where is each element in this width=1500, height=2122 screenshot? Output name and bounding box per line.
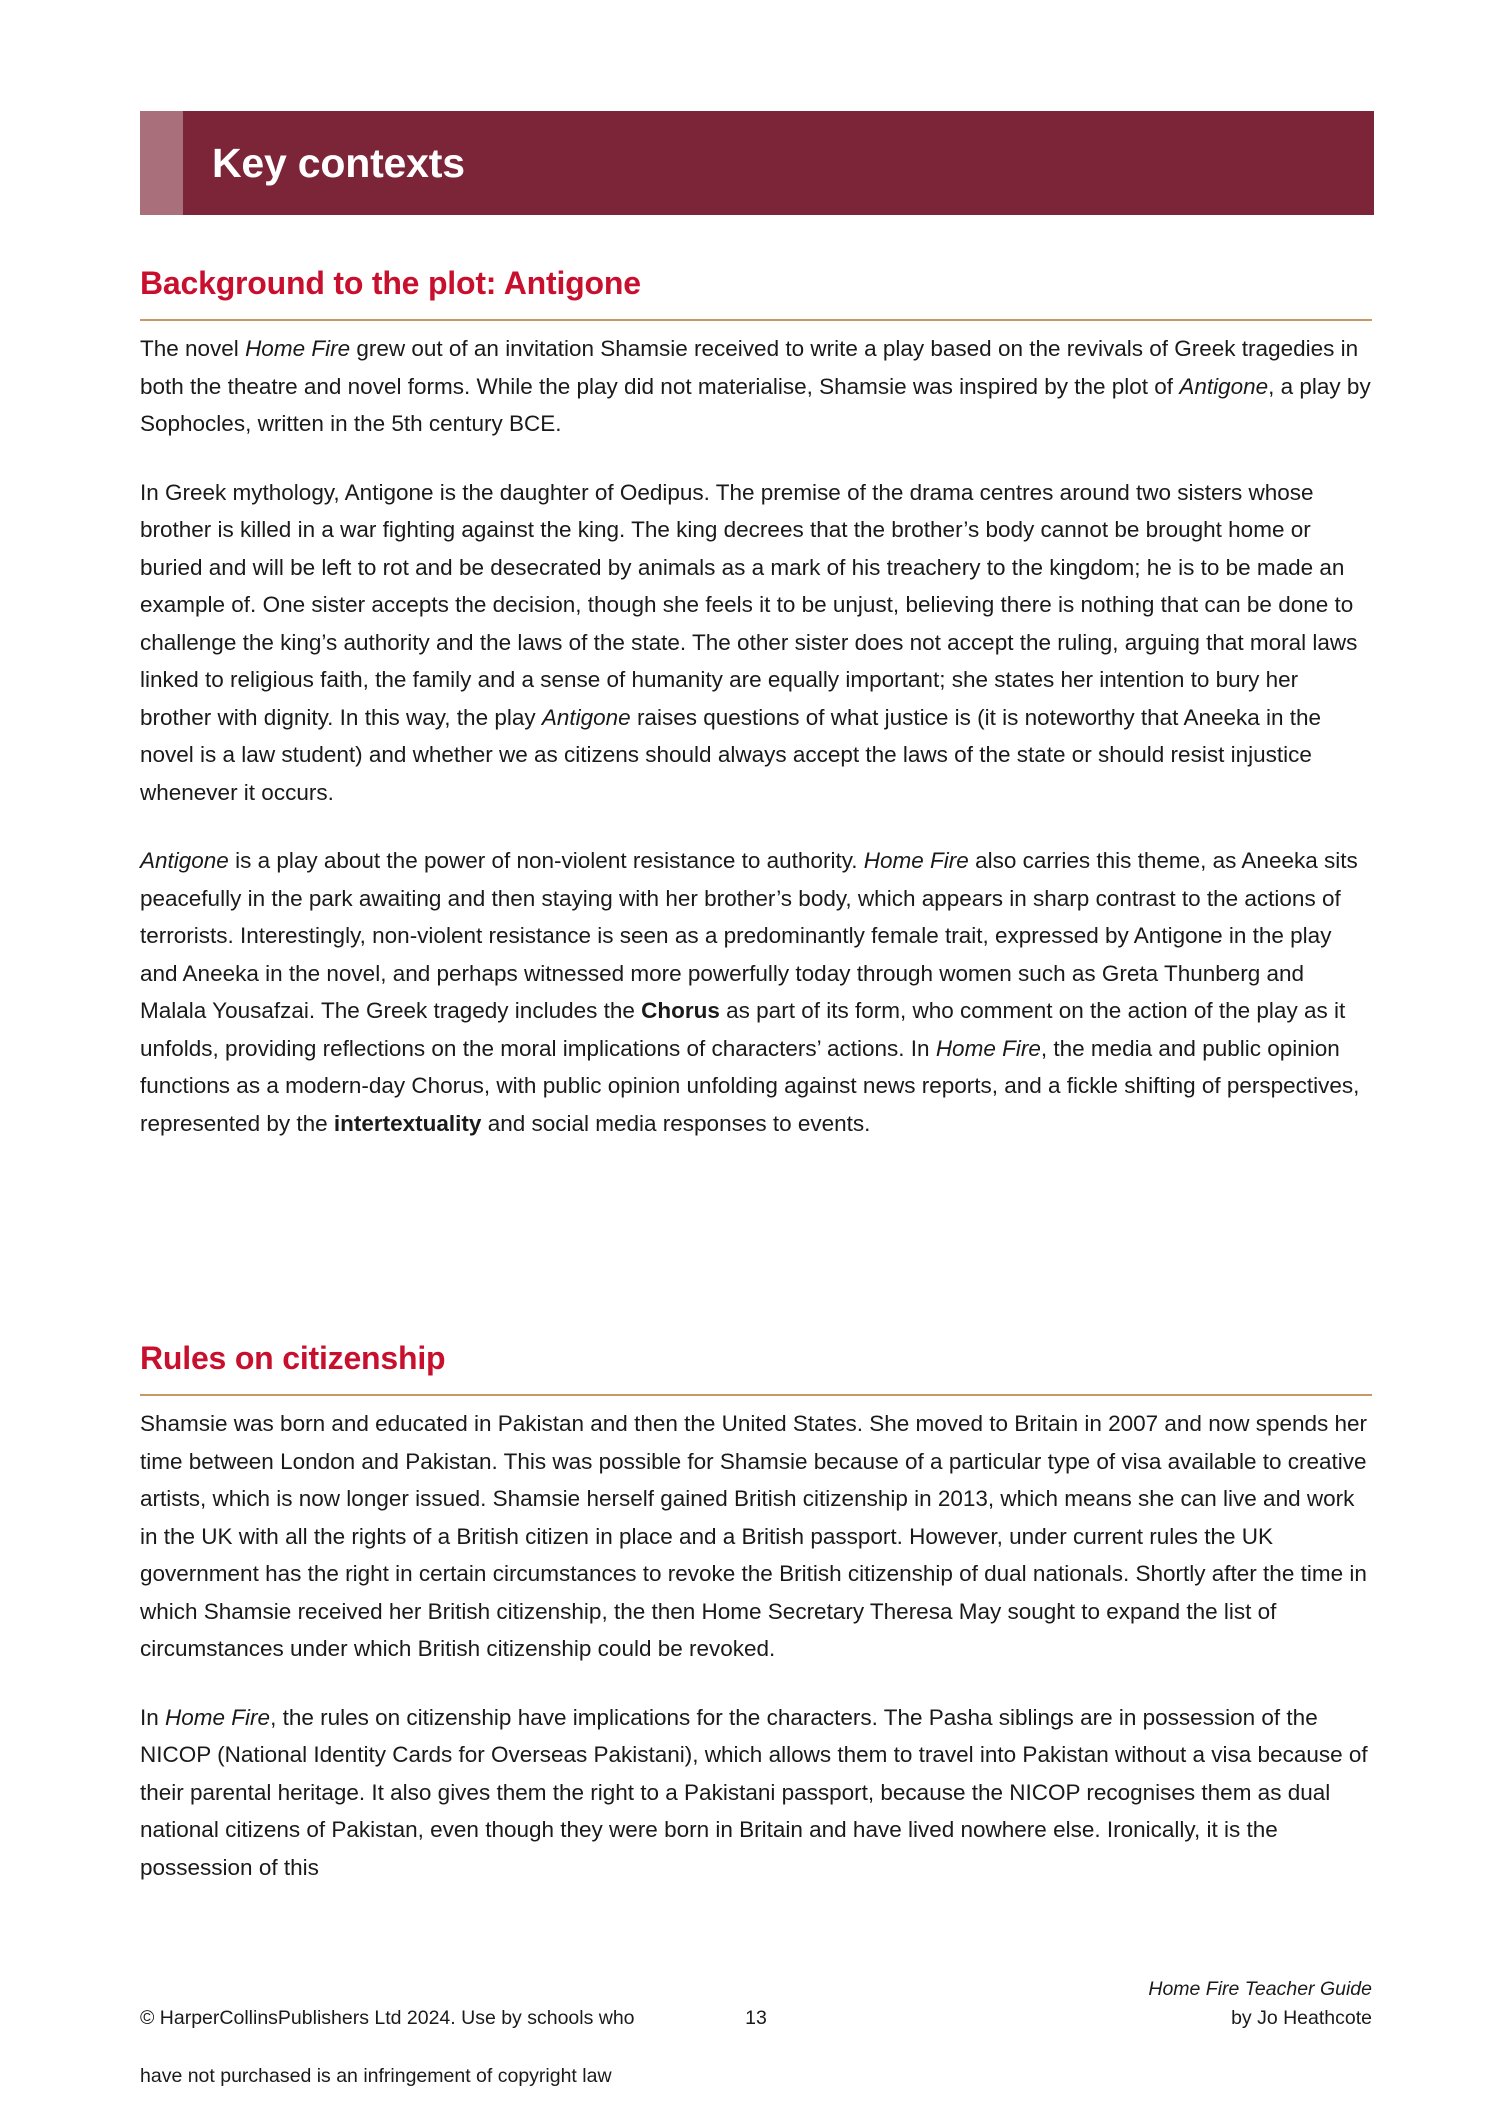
section-heading: Background to the plot: Antigone (140, 265, 641, 301)
title-home-fire: Home Fire (863, 848, 969, 873)
section-rules-on-citizenship (140, 1340, 1372, 1396)
section-2-body (140, 1405, 1372, 1886)
banner-body (183, 111, 1374, 215)
section-1-body (140, 330, 1372, 1142)
footer-copyright (140, 1975, 635, 2120)
paragraph: In Home Fire, the rules on citizenship have implications for the characters. The Pasha siblings are in possession of the NICOP (National Identity Cards for Overseas Pakistani), which allows them to travel into Pakistan without a visa because of their parental heritage. It also gives them the right to a Pakistani passport, because the NICOP recognises them as dual national citizens of Pakistan, even though they were born in Britain and have lived nowhere else. Ironically, it is the possession of this (140, 1704, 1368, 1880)
title-antigone: Antigone (1179, 373, 1269, 399)
title-antigone: Antigone (541, 704, 631, 730)
section-heading: Rules on citizenship (140, 1340, 446, 1376)
footer-copyright-line-2: have not purchased is an infringement of copyright law (140, 2065, 612, 2087)
title-home-fire: Home Fire (165, 1704, 271, 1730)
footer-copyright-line-1: © HarperCollinsPublishers Ltd 2024. Use by schools who (140, 2007, 635, 2029)
banner-accent-strip (140, 111, 183, 215)
title-home-fire: Home Fire (245, 336, 351, 361)
footer-guide-title: Home Fire Teacher Guide (1148, 1978, 1372, 2000)
section-background-to-the-plot (140, 265, 1372, 321)
title-antigone: Antigone (140, 848, 229, 873)
term-intertextuality: intertextuality (333, 1110, 482, 1136)
heading-rule (140, 319, 1372, 321)
paragraph: In Greek mythology, Antigone is the daughter of Oedipus. The premise of the drama centres around two sisters whose brother is killed in a war fighting against the king. The king decrees that the brother’s body cannot be brought home or buried and will be left to rot and be desecrated by animals as a mark of his treachery to the kingdom; he is to be made an example of. One sister accepts the decision, though she feels it to be unjust, believing there is nothing that can be done to challenge the king’s authority and the laws of the state. The other sister does not accept the ruling, arguing that moral laws linked to religious faith, the family and a sense of humanity are equally important; she states her intention to bury her brother with dignity. In this way, the play Antigone raises questions of what justice is (it is noteworthy that Aneeka in the novel is a law student) and whether we as citizens should always accept the laws of the state or should resist injustice whenever it occurs. (140, 479, 1358, 805)
footer-page-number: 13 (745, 2007, 767, 2029)
paragraph: Antigone is a play about the power of non-violent resistance to authority. Home Fire also carries this theme, as Aneeka sits peacefully in the park awaiting and then staying with her brother’s body, which appears in sharp contrast to the actions of terrorists. Interestingly, non-violent resistance is seen as a predominantly female trait, expressed by Antigone in the play and Aneeka in the novel, and perhaps witnessed more powerfully today through women such as Greta Thunberg and Malala Yousafzai. The Greek tragedy includes the Chorus as part of its form, who comment on the action of the play as it unfolds, providing reflections on the moral implications of characters’ actions. In Home Fire, the media and public opinion functions as a modern-day Chorus, with public opinion unfolding against news reports, and a fickle shifting of perspectives, represented by the intertextuality and social media responses to events. (140, 848, 1360, 1136)
footer-guide-info (1148, 1975, 1372, 2033)
paragraph: Shamsie was born and educated in Pakistan and then the United States. She moved to Britain in 2007 and now spends her time between London and Pakistan. This was possible for Shamsie because of a particular type of visa available to creative artists, which is now longer issued. Shamsie herself gained British citizenship in 2013, which means she can live and work in the UK with all the rights of a British citizen in place and a British passport. However, under current rules the UK government has the right in certain circumstances to revoke the British citizenship of dual nationals. Shortly after the time in which Shamsie received her British citizenship, the then Home Secretary Theresa May sought to expand the list of circumstances under which British citizenship could be revoked. (140, 1411, 1368, 1661)
paragraph: The novel Home Fire grew out of an invitation Shamsie received to write a play based on the revivals of Greek tragedies in both the theatre and novel forms. While the play did not materialise, Shamsie was inspired by the plot of Antigone, a play by Sophocles, written in the 5th century BCE. (140, 336, 1371, 436)
page-banner (140, 111, 1374, 215)
footer-author: by Jo Heathcote (1231, 2007, 1372, 2029)
title-home-fire: Home Fire (935, 1035, 1041, 1061)
page-footer (140, 1975, 1372, 2120)
term-chorus: Chorus (641, 998, 720, 1023)
heading-rule (140, 1394, 1372, 1396)
banner-title: Key contexts (212, 139, 465, 186)
